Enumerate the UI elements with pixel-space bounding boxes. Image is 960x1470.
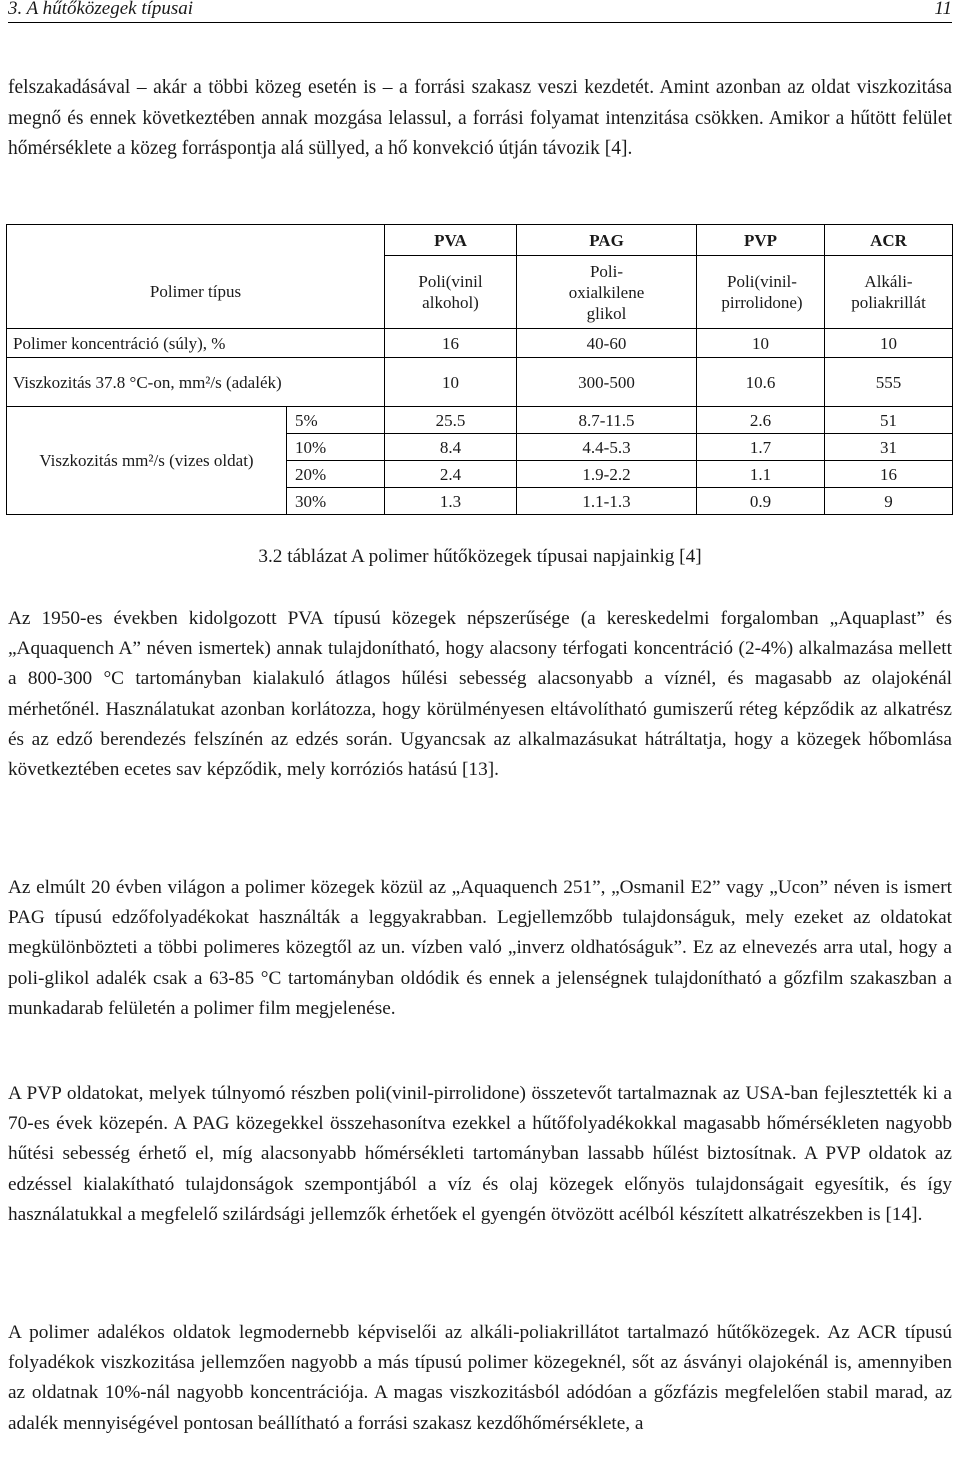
column-header: PVP — [697, 225, 825, 256]
table-cell: 0.9 — [697, 488, 825, 515]
page-number: 11 — [934, 0, 952, 19]
table-cell: 16 — [385, 329, 517, 358]
intro-paragraph: felszakadásával – akár a többi közeg esetén is – a forrási szakasz veszi kezdetét. Amint azonban az oldat viszkozitása megnő és ennek következtében annak mozgása lelassul, a forrási folyamat intenzitása csökken. Amikor a hűtött felület hőmérséklete a közeg forráspontja alá süllyed, a hő konvekció útján távozik [4]. — [8, 77, 952, 159]
table-cell: 51 — [825, 407, 953, 434]
table-cell: 1.7 — [697, 434, 825, 461]
table-cell: 16 — [825, 461, 953, 488]
chapter-title: 3. A hűtőközegek típusai — [8, 0, 194, 19]
polymer-table — [6, 224, 953, 515]
column-header: ACR — [825, 225, 953, 256]
table-cell: 8.4 — [385, 434, 517, 461]
table-cell: 10.6 — [697, 358, 825, 407]
concentration-cell: 10% — [287, 434, 385, 461]
table-header-row — [7, 225, 953, 256]
table-row — [7, 256, 953, 329]
table-cell: 4.4-5.3 — [517, 434, 697, 461]
table-cell: 10 — [385, 358, 517, 407]
concentration-cell: 30% — [287, 488, 385, 515]
table-cell: 9 — [825, 488, 953, 515]
table-cell: 40-60 — [517, 329, 697, 358]
table-cell: Alkáli-poliakrillát — [825, 256, 953, 329]
table-cell: 1.9-2.2 — [517, 461, 697, 488]
table-cell: 31 — [825, 434, 953, 461]
row-label: Polimer koncentráció (súly), % — [7, 329, 385, 358]
concentration-cell: 5% — [287, 407, 385, 434]
table-cell: Poli(vinil-pirrolidone) — [697, 256, 825, 329]
column-header: PVA — [385, 225, 517, 256]
table-caption: 3.2 táblázat A polimer hűtőközegek típusai napjainkig [4] — [258, 546, 702, 567]
table-cell: 25.5 — [385, 407, 517, 434]
row-label: Polimer típus — [7, 256, 385, 329]
running-header — [8, 0, 952, 23]
paragraph-pva: Az 1950-es években kidolgozott PVA típusú közegek népszerűsége (a kereskedelmi forgalomban „Aquaplast” és „Aquaquench A” néven ismertek) annak tulajdonítható, hogy alacsony térfogati koncentráció (2-4%) alkalmazása mellett a 800-300 °C tartományban kialakuló átlagos hűlési sebesség alacsonyabb a víznél, és magasabb az olajokénál mérhetőnél. Használatukat azonban korlátozza, hogy körülményesen eltávolítható gumiszerű réteg képződik az alkatrész és az edző berendezés felszínén az edzés során. Ugyancsak az alkalmazásukat hátráltatja, hogy a közegek hőbomlása következtében ecetes sav képződik, mely korróziós hatású [13]. — [8, 608, 952, 781]
paragraph-pvp: A PVP oldatokat, melyek túlnyomó részben poli(vinil-pirrolidone) összetevőt tartalmaznak az USA-ban fejlesztették ki a 70-es évek közepén. A PAG közegekkel összehasonítva ezekkel a hűtőfolyadékokkal magasabb hőmérsékleten nagyobb hűtési sebesség érhető el, míg alacsonyabb hőmérsékleti tartományban lassabb hűlést biztosítnak. A PVP oldatok az edzéssel kialakítható tulajdonságok szempontjából a víz és olaj közegek előnyös tulajdonságait egyesítik, és így használatukkal a megfelelő szilárdsági jellemzők érhetőek el gyengén ötvözött acélból készített alkatrészekben is [14]. — [8, 1083, 952, 1225]
table-cell: 555 — [825, 358, 953, 407]
table-cell: 2.4 — [385, 461, 517, 488]
table-row — [7, 358, 953, 407]
table-cell: 8.7-11.5 — [517, 407, 697, 434]
column-header: PAG — [517, 225, 697, 256]
paragraph-pag: Az elmúlt 20 évben világon a polimer közegek közül az „Aquaquench 251”, „Osmanil E2” vagy „Ucon” néven is ismert PAG típusú edzőfolyadékokat használták a leggyakrabban. Legjellemzőbb tulajdonságuk, mely ezeket az oldatokat megkülönbözteti a többi polimeres közegtől az un. vízben való „inverz oldhatóságuk”. Ez az elnevezés arra utal, hogy a poli-glikol adalék csak a 63-85 °C tartományban oldódik és ennek a jelenségnek tulajdonítható a gőzfilm szakaszban a munkadarab felületén a polimer film megjelenése. — [8, 877, 952, 1019]
table-cell: 1.1 — [697, 461, 825, 488]
table-cell: 10 — [697, 329, 825, 358]
table-cell: 10 — [825, 329, 953, 358]
row-label: Viszkozitás 37.8 °C-on, mm²/s (adalék) — [7, 358, 385, 407]
table-cell: 1.3 — [385, 488, 517, 515]
paragraph-acr: A polimer adalékos oldatok legmodernebb képviselői az alkáli-poliakrillátot tartalmazó hűtőközegek. Az ACR típusú folyadékok viszkozitása jellemzően nagyobb a más típusú polimer közegeknél, sőt az ásványi olajokénál is, amennyiben az oldatnak 10%-nál nagyobb koncentrációja. A magas viszkozitásból adódóan a gőzfázis megfelelően stabil marad, az adalék mennyiségével pontosan beállítható a forrási szakasz kezdőhőmérséklete, a — [8, 1322, 952, 1434]
table-row — [7, 329, 953, 358]
table-row — [7, 407, 953, 434]
concentration-cell: 20% — [287, 461, 385, 488]
table-cell: 300-500 — [517, 358, 697, 407]
row-label: Viszkozitás mm²/s (vizes oldat) — [7, 407, 287, 515]
table-cell: Poli(vinil alkohol) — [385, 256, 517, 329]
table-cell: 2.6 — [697, 407, 825, 434]
table-cell: 1.1-1.3 — [517, 488, 697, 515]
table-cell: Poli-oxialkilene glikol — [517, 256, 697, 329]
table-corner-cell — [7, 225, 385, 256]
